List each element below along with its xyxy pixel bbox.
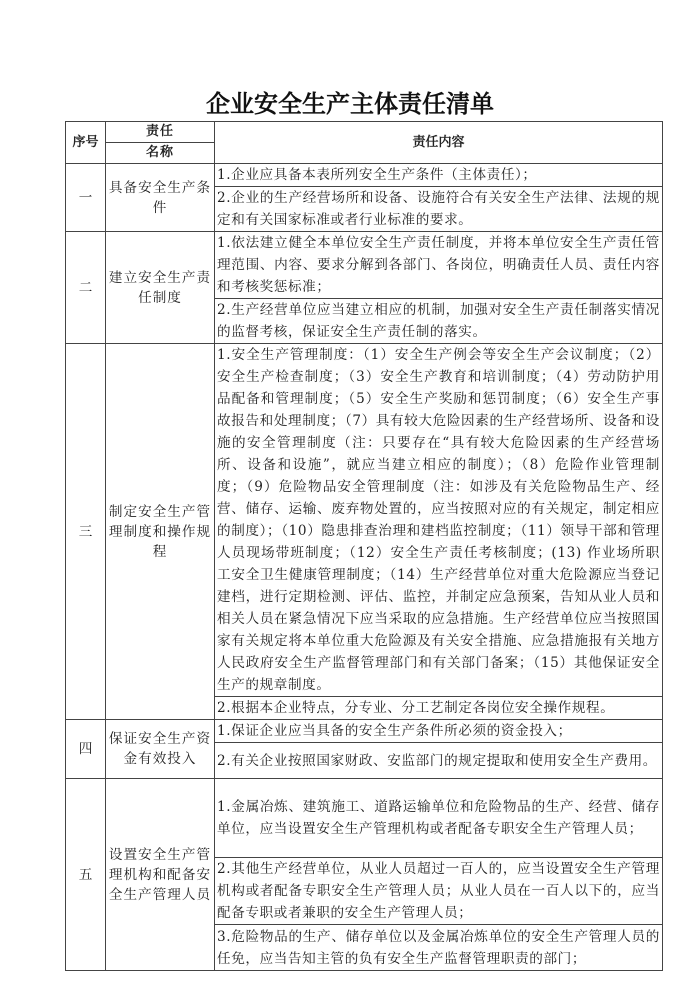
row-item: 2.根据本企业特点，分专业、分工艺制定各岗位安全操作规程。 <box>215 697 663 720</box>
row-seq: 五 <box>66 779 106 971</box>
row-seq: 四 <box>66 720 106 779</box>
table-row <box>66 164 663 187</box>
table-row <box>66 232 663 299</box>
row-item: 2.企业的生产经营场所和设备、设施符合有关安全生产法律、法规的规定和有关国家标准或者行业标准的要求。 <box>215 187 663 232</box>
header-content: 责任内容 <box>215 122 663 164</box>
table-row <box>66 720 663 743</box>
row-seq: 三 <box>66 344 106 720</box>
header-row <box>66 122 663 143</box>
row-name: 建立安全生产责任制度 <box>106 232 215 344</box>
row-seq: 二 <box>66 232 106 344</box>
row-name: 保证安全生产资金有效投入 <box>106 720 215 779</box>
row-item: 2.生产经营单位应当建立相应的机制，加强对安全生产责任制落实情况的监督考核，保证安全生产责任制的落实。 <box>215 299 663 344</box>
row-item: 1.依法建立健全本单位安全生产责任制度，并将本单位安全生产责任管理范围、内容、要求分解到各部门、各岗位，明确责任人员、责任内容和考核奖惩标准； <box>215 232 663 299</box>
row-name: 具备安全生产条件 <box>106 164 215 232</box>
header-name-bottom: 名称 <box>106 143 215 164</box>
responsibility-table <box>65 121 663 971</box>
row-item: 3.危险物品的生产、储存单位以及金属冶炼单位的安全生产管理人员的任免，应当告知主管的负有安全生产监督管理职责的部门； <box>215 925 663 971</box>
row-name: 设置安全生产管理机构和配备安全生产管理人员 <box>106 779 215 971</box>
header-name-top: 责任 <box>106 122 215 143</box>
table-row <box>66 779 663 858</box>
row-item: 1.保证企业应当具备的安全生产条件所必须的资金投入； <box>215 720 663 743</box>
header-seq: 序号 <box>66 122 106 164</box>
row-item: 2.有关企业按照国家财政、安监部门的规定提取和使用安全生产费用。 <box>215 743 663 779</box>
page-title: 企业安全生产主体责任清单 <box>206 90 494 118</box>
row-item: 1.金属冶炼、建筑施工、道路运输单位和危险物品的生产、经营、储存单位，应当设置安全生产管理机构或者配备专职安全生产管理人员； <box>215 779 663 858</box>
table-row <box>66 344 663 697</box>
row-item: 1.企业应具备本表所列安全生产条件（主体责任）； <box>215 164 663 187</box>
row-seq: 一 <box>66 164 106 232</box>
row-item: 2.其他生产经营单位，从业人员超过一百人的，应当设置安全生产管理机构或者配备专职安全生产管理人员；从业人员在一百人以下的，应当配备专职或者兼职的安全生产管理人员； <box>215 858 663 925</box>
row-name: 制定安全生产管理制度和操作规程 <box>106 344 215 720</box>
row-item: 1.安全生产管理制度：（1）安全生产例会等安全生产会议制度；（2）安全生产检查制度；（3）安全生产教育和培训制度；（4）劳动防护用品配备和管理制度；（5）安全生产奖励和惩罚制度；（6）安全生产事故报告和处理制度；（7）具有较大危险因素的生产经营场所、设备和设施的安全管理制度（注：只要存在“具有较大危险因素的生产经营场所、设备和设施”，就应当建立相应的制度）；（8）危险作业管理制度；（9）危险物品安全管理制度（注：如涉及有关危险物品生产、经营、储存、运输、废弃物处置的，应当按照对应的有关规定，制定相应的制度）；（10）隐患排查治理和建档监控制度；（11）领导干部和管理人员现场带班制度；（12）安全生产责任考核制度；(13) 作业场所职工安全卫生健康管理制度；（14）生产经营单位对重大危险源应当登记建档，进行定期检测、评估、监控，并制定应急预案，告知从业人员和相关人员在紧急情况下应当采取的应急措施。生产经营单位应当按照国家有关规定将本单位重大危险源及有关安全措施、应急措施报有关地方人民政府安全生产监督管理部门和有关部门备案；（15）其他保证安全生产的规章制度。 <box>215 344 663 697</box>
